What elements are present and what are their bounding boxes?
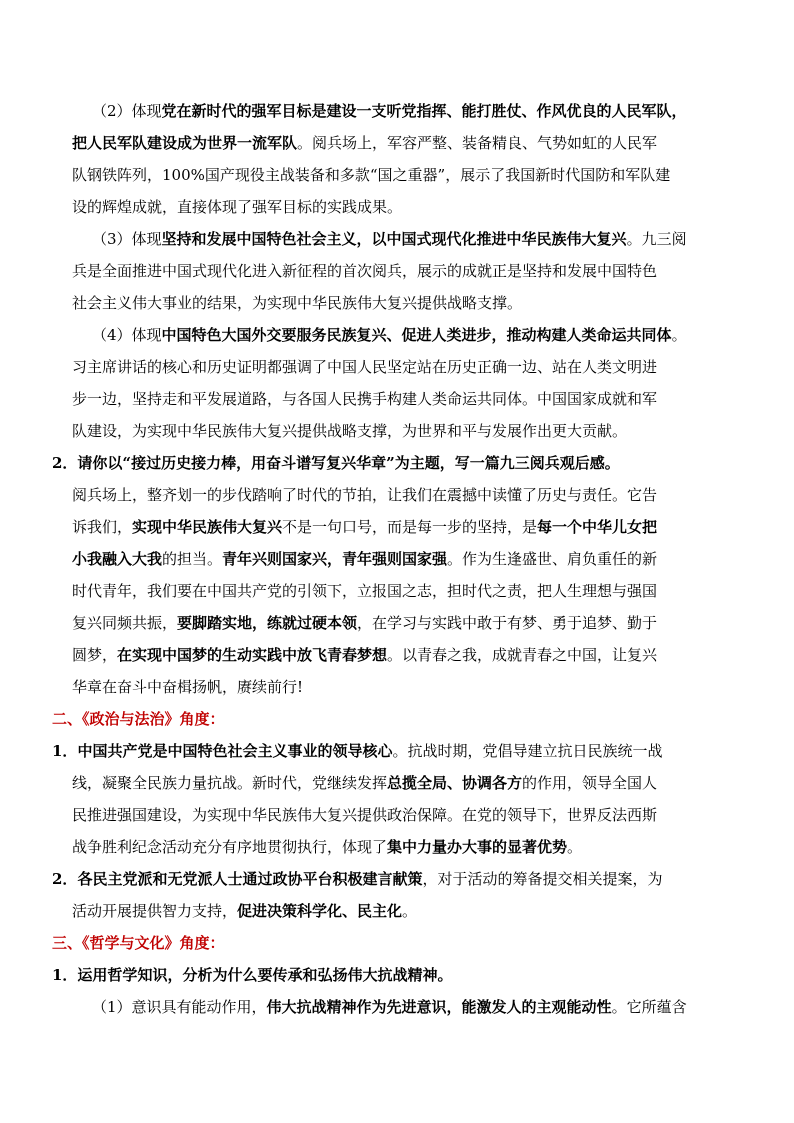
text-line	[72, 517, 657, 537]
text-line	[72, 837, 582, 857]
bold-text: 2．	[52, 870, 78, 888]
text: 阅兵场上，整齐划一的步伐踏响了时代的节拍，让我们在震撼中读懂了历史与责任。它告	[72, 486, 658, 504]
text-line	[72, 805, 657, 825]
text-line	[52, 453, 620, 473]
bold-text: 各民主党派和无党派人士通过政协平台积极建言献策	[77, 870, 423, 888]
text-line	[72, 389, 657, 409]
bold-text: 二、《政治与法治》角度：	[52, 710, 225, 728]
text: 。	[402, 902, 418, 920]
text-line	[72, 261, 657, 281]
bold-text: 中国特色大国外交要服务民族复兴、促进人类进步，推动构建人类命运共同体	[161, 326, 672, 344]
text: （2）体现	[92, 102, 162, 120]
text-line	[92, 101, 687, 121]
text-line	[52, 965, 452, 985]
text-line	[52, 869, 662, 889]
bold-text: 青年兴则国家兴，青年强则国家强	[222, 550, 448, 568]
bold-text: 每一个中华儿女把	[537, 518, 658, 536]
text: 。它所蕴含	[611, 998, 687, 1016]
text-line	[72, 613, 657, 633]
bold-text: 要脚踏实地，练就过硬本领	[177, 614, 358, 632]
text-line	[92, 229, 687, 249]
text: 兵是全面推进中国式现代化进入新征程的首次阅兵，展示的成就正是坚持和发展中国特色	[72, 262, 658, 280]
text: 。	[671, 326, 687, 344]
text: 习主席讲话的核心和历史证明都强调了中国人民坚定站在历史正确一边、站在人类文明进	[72, 358, 658, 376]
text-line	[72, 293, 522, 313]
text-line	[72, 421, 627, 441]
text: 社会主义伟大事业的结果，为实现中华民族伟大复兴提供战略支撑。	[72, 294, 523, 312]
text: 步一边，坚持走和平发展道路，与各国人民携手构建人类命运共同体。中国国家成就和军	[72, 390, 658, 408]
text: 。作为生逢盛世、肩负重任的新	[447, 550, 658, 568]
text: 圆梦，	[72, 646, 118, 664]
bold-text: 中国共产党是中国特色社会主义事业的领导核心	[77, 742, 393, 760]
bold-text: 把人民军队建设成为世界一流军队	[72, 134, 298, 152]
text: 。	[567, 838, 583, 856]
bold-text: 1．	[52, 742, 78, 760]
text: 战争胜利纪念活动充分有序地贯彻执行，体现了	[72, 838, 388, 856]
text: ，在学习与实践中敢于有梦、勇于追梦、勤于	[357, 614, 658, 632]
section-heading	[52, 933, 225, 953]
text: ，对于活动的筹备提交相关提案，为	[422, 870, 663, 888]
text-line	[72, 645, 657, 665]
bold-text: 党在新时代的强军目标是建设一支听党指挥、能打胜仗、作风优良的人民军队，	[161, 102, 687, 120]
text: 诉我们，	[72, 518, 133, 536]
text: 时代青年，我们要在中国共产党的引领下，立报国之志，担时代之责，把人生理想与强国	[72, 582, 658, 600]
bold-text: 促进决策科学化、民主化	[237, 902, 403, 920]
bold-text: 1．运用哲学知识，分析为什么要传承和弘扬伟大抗战精神。	[52, 966, 453, 984]
text-line	[52, 741, 662, 761]
bold-text: 三、《哲学与文化》角度：	[52, 934, 225, 952]
text: 。抗战时期，党倡导建立抗日民族统一战	[392, 742, 663, 760]
text: 不是一句口号，而是每一步的坚持，是	[282, 518, 538, 536]
text-line	[92, 997, 687, 1017]
text: 。阅兵场上，军容严整、装备精良、气势如虹的人民军	[297, 134, 658, 152]
bold-text: 伟大抗战精神作为先进意识，能激发人的主观能动性	[266, 998, 612, 1016]
text-line	[72, 133, 657, 153]
text: 线，凝聚全民族力量抗战。新时代，党继续发挥	[72, 774, 388, 792]
text: 设的辉煌成就，直接体现了强军目标的实践成果。	[72, 198, 403, 216]
text-line	[72, 485, 657, 505]
bold-text: 在实现中国梦的生动实践中放飞青春梦想	[117, 646, 388, 664]
text: 的担当。	[162, 550, 223, 568]
text: （1）意识具有能动作用，	[92, 998, 267, 1016]
bold-text: 集中力量办大事的显著优势	[387, 838, 568, 856]
text-line	[72, 549, 657, 569]
text: 民推进强国建设，为实现中华民族伟大复兴提供政治保障。在党的领导下，世界反法西斯	[72, 806, 658, 824]
text: 复兴同频共振，	[72, 614, 178, 632]
text-line	[72, 165, 670, 185]
text-line	[72, 901, 417, 921]
bold-text: 坚持和发展中国特色社会主义，以中国式现代化推进中华民族伟大复兴	[161, 230, 627, 248]
text: （4）体现	[92, 326, 162, 344]
text-line	[72, 773, 657, 793]
text: 队建设，为实现中华民族伟大复兴提供战略支撑，为世界和平与发展作出更大贡献。	[72, 422, 628, 440]
text: 活动开展提供智力支持，	[72, 902, 238, 920]
bold-text: 实现中华民族伟大复兴	[132, 518, 283, 536]
text-line	[72, 581, 657, 601]
text: 华章在奋斗中奋楫扬帆，赓续前行!	[72, 678, 304, 696]
bold-text: 总揽全局、协调各方	[387, 774, 523, 792]
text: 的作用，领导全国人	[522, 774, 658, 792]
bold-text: 小我融入大我	[72, 550, 163, 568]
text: （3）体现	[92, 230, 162, 248]
text-line	[72, 357, 657, 377]
section-heading	[52, 709, 225, 729]
text: 。九三阅	[626, 230, 687, 248]
text-line	[92, 325, 687, 345]
text-line	[72, 677, 303, 697]
text-line	[72, 197, 402, 217]
text: 队钢铁阵列，100%国产现役主战装备和多款“国之重器”，展示了我国新时代国防和军队建	[72, 166, 671, 184]
text: 。以青春之我，成就青春之中国，让复兴	[387, 646, 658, 664]
bold-text: 2．请你以“接过历史接力棒，用奋斗谱写复兴华章”为主题，写一篇九三阅兵观后感。	[52, 454, 620, 472]
